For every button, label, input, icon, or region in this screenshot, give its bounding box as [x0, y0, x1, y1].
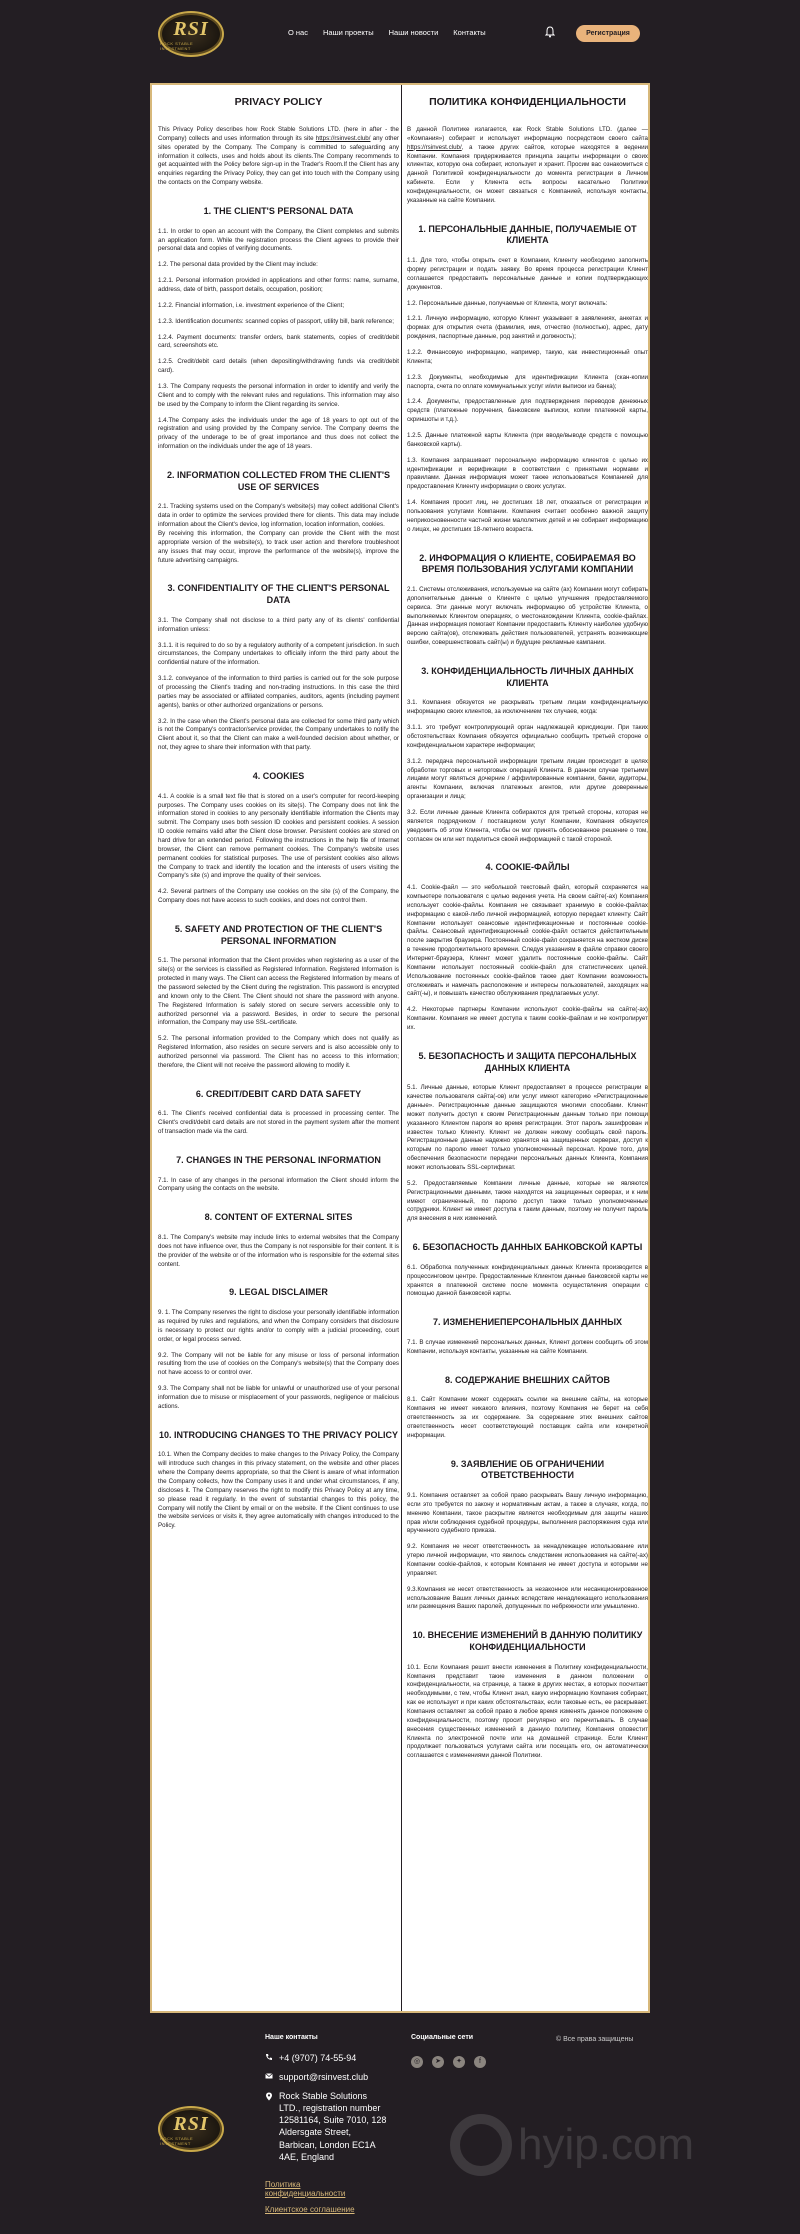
paragraph: 9.3.Компания не несет ответственность за незаконное или несанкционированное использование Ваших личных данных вследствие ненадлежащего использования или размещения Ваших паролей, допущенных по небрежности или умышленно.: [407, 1585, 648, 1611]
footer-contacts-title: Наше контакты: [265, 2034, 318, 2041]
paragraph: 4.2. Некоторые партнеры Компании используют cookie-файлы на сайте(-ах) Компании. Компания не имеет доступа к таким cookie-файлам и не контролирует их.: [407, 1006, 648, 1031]
logo-monogram: RSI: [173, 2112, 209, 2135]
paragraph: 9.3. The Company shall not be liable for unlawful or unauthorized use of your personal information due to misuse or misplacement of your passwords, negligence or malicious actions.: [158, 1385, 399, 1410]
paragraph: 10.1. When the Company decides to make changes to the Privacy Policy, the Company will introduce such changes in this privacy statement, on the website and other places where the Company deems appropriate, so that the Client is aware of what information the Company collects, how the Company uses it and under what circumstances, if any, discloses it. The Company reserves the right to modify this Privacy Policy at any time, so please read it regularly. In the event of substantial changes to this policy, the Company will notify the Client by email or on the website. If the Client continues to use the website services or visits it, they agree automatically with changes introduced to the Policy.: [158, 1451, 399, 1530]
paragraph: 3.1.2. conveyance of the information to third parties is carried out for the sole purpose of processing the Client's trading and non-trading instructions. In this case the third parties may be associated or affiliated companies, auditors, agents (including payment agents), banks or other authorized organizations or persons.: [158, 675, 399, 709]
site-link-en[interactable]: https://rsinvest.club/: [315, 134, 371, 142]
address-line: 12581164, Suite 7010, 128: [279, 2115, 387, 2126]
nav-news[interactable]: Наши новости: [388, 28, 439, 37]
paragraph: 9.1. Компания оставляет за собой право раскрывать Вашу личную информацию, если это требуется по закону и нормативным актам, а также в случаях, когда, по мнению Компании, такое раскрытие является необходимым для защиты наших прав и/или соблюдения судебной процедуры, выполнения распоряжения суда или врученного судебного приказа.: [407, 1491, 648, 1535]
telegram-icon[interactable]: ➤: [432, 2056, 444, 2068]
copyright: © Все права защищены: [556, 2036, 634, 2043]
paragraph: 1.2.5. Credit/debit card details (when depositing/withdrawing funds via credit/debit card).: [158, 358, 399, 375]
paragraph: 10.1. Если Компания решит внести изменения в Политику конфиденциальности, Компания представит такие изменения в данном положении о конфиденциальности, на странице, а также в других местах, в которых посчитает необходимыми, с тем, чтобы Клиент знал, какую информацию Компания собирает, как ее использует и при каких обстоятельствах, если таковые есть, ее раскрывает. Компания оставляет за собой право в любое время изменять данное положение о конфиденциальности, поэтому просит регулярно его перечитывать. В случае внесения существенных изменений в данную политику, Компания оповестит Клиента по электронной почте или на домашней странице. Если Клиент продолжает пользоваться услугами сайта или посещать его, он автоматически соглашается с изменениями данной Политики.: [407, 1663, 648, 1760]
paragraph: 8.1. Сайт Компании может содержать ссылки на внешние сайты, на которые Компания не имеет никакого влияния, поэтому Компания не берет на себя ответственность за их содержание. За содержание этих внешних сайтов ответственность несет соответствующий поставщик сайта или конкретной информации.: [407, 1396, 648, 1439]
section-heading: 7. CHANGES IN THE PERSONAL INFORMATION: [176, 1154, 381, 1165]
paragraph: 1.4. Компания просит лиц, не достигших 18 лет, отказаться от регистрации и пользования услугами Компании. Компания считает особенно важной защиту неприкосновенности частной жизни малолетних детей и не собирает информацию о лицах, не достигших 18-летнего возраста.: [407, 499, 648, 533]
paragraph: 2.1. Tracking systems used on the Company's website(s) may collect additional Client's data in order to optimize the services provided there for clients. This data may include information about the Client's device, log information, location information, cookies. By receiving this information, the Company can provide the Client with the most appropriate version of the website(s), to track user action and therefore troubleshoot any issues that may occur, improve the performance of the website(s), improve the future advertising campaigns.: [158, 503, 399, 564]
watermark-logo-icon: [450, 2114, 512, 2176]
paragraph: 9.2. Компания не несет ответственность за ненадлежащее использование или утерю личной информации, что явилось следствием использования на сайте(-ах) Компании cookie-файлов, к которым Компания не имеет доступа и которыми не управляет.: [407, 1543, 648, 1577]
paragraph: 3.2. In the case when the Client's personal data are collected for some third party which is not the Company's contractor/service provider, the Company undertakes to notify the Client about it, so that the Client can make a well-founded decision about whether, or not, they agree to share their information with that party.: [158, 717, 399, 752]
address-line: Rock Stable Solutions: [279, 2091, 368, 2101]
section-heading: 1. ПЕРСОНАЛЬНЫЕ ДАННЫЕ, ПОЛУЧАЕМЫЕ ОТ КЛИЕНТА: [418, 223, 637, 246]
footer-logo[interactable]: [158, 2106, 224, 2152]
policy-title-ru: ПОЛИТИКА КОНФИДЕНЦИАЛЬНОСТИ: [429, 96, 626, 108]
paragraph: 1.2.3. Документы, необходимые для идентификации Клиента (скан-копии паспорта, счета по оплате коммунальных услуг и/или выписки из банка);: [407, 373, 648, 390]
phone-number: +4 (9707) 74-55-94: [279, 2053, 357, 2063]
main-nav: [288, 28, 486, 37]
section-heading: 6. БЕЗОПАСНОСТЬ ДАННЫХ БАНКОВСКОЙ КАРТЫ: [412, 1242, 643, 1253]
paragraph: 5.2. Предоставляемые Компании личные данные, которые не являются Регистрационными данными, также находятся на защищенных серверах, и к ним имеют ограниченный, по паролю доступ также только уполномоченные сотрудники. Клиент не имеет доступа к таким данным, поэтому не получит пароль для внесения в них изменений.: [407, 1179, 648, 1223]
paragraph: 1.2. The personal data provided by the Client may include:: [158, 261, 318, 269]
paragraph: 1.2.2. Financial information, i.e. investment experience of the Client;: [158, 301, 345, 309]
paragraph: 1.3. Компания запрашивает персональную информацию клиентов с целью их идентификации и верификации в соответствии с принятыми нормами и правилами. Данная информация может также использоваться Компанией для предоставления Клиенту информации о своих услугах.: [407, 456, 648, 491]
footer-phone[interactable]: [265, 2053, 356, 2063]
nav-about[interactable]: О нас: [288, 28, 308, 37]
site-header: [0, 0, 800, 68]
section-heading: 8. CONTENT OF EXTERNAL SITES: [204, 1212, 353, 1223]
paragraph: 1.2.2. Финансовую информацию, например, такую, как инвестиционный опыт Клиента;: [407, 348, 648, 365]
paragraph: 4.1. Cookie-файл — это небольшой текстовый файл, который сохраняется на компьютере пользователя с целью ведения учета. На своем сайте(-ах) Компания использует cookie-файлы. Компания не связывает хранимую в cookie-файлах информацию с какой-либо личной информацией, которую передает клиенту. Сайт Компании использует сеансовые идентификационные и постоянные cookie-файлы. Сеансовый идентификационный cookie-файл остается действительным после закрытия браузера. Постоянный cookie-файл сохраняется на жестком диске в течение продолжительного времени. Следуя указаниям в файле справки своего Интернет-браузера, Клиент может удалить постоянные cookie-файлы. Сайт Компании использует постоянный cookie-файл для статистических целей. Использование постоянных cookie-файлов также дает Компании возможность отслеживать и намечать расположение и интересы пользователей, заходящих на сайт(-ы), и повышать качество обслуживания предлагаемых услуг.: [407, 884, 648, 998]
section-heading: 8. СОДЕРЖАНИЕ ВНЕШНИХ САЙТОВ: [444, 1374, 611, 1385]
paragraph: 1.2.5. Данные платежной карты Клиента (при вводе/выводе средств с помощью банковской карты).: [407, 432, 648, 448]
section-heading: 6. CREDIT/DEBIT CARD DATA SAFETY: [195, 1088, 362, 1099]
instagram-icon[interactable]: ◎: [411, 2056, 423, 2068]
section-heading: 9. ЗАЯВЛЕНИЕ ОБ ОГРАНИЧЕНИИ ОТВЕТСТВЕННОСТИ: [450, 1458, 605, 1481]
facebook-icon[interactable]: f: [474, 2056, 486, 2068]
section-heading: 10. INTRODUCING CHANGES TO THE PRIVACY POLICY: [158, 1429, 399, 1440]
policy-panel: [150, 83, 650, 2013]
address-line: Barbican, London EC1A: [279, 2139, 376, 2150]
paragraph: 3.2. Если личные данные Клиента собираются для третьей стороны, которая не является подрядчиком / поставщиком услуг Компании, Компания обязуется уведомить об этом Клиента, чтобы он мог принять обоснованное решение о том, согласен он или нет поделиться своей информацией с такой стороной.: [407, 808, 648, 843]
paragraph: 8.1. The Company's website may include links to external websites that the Company does not have influence over, thus the Company is not responsible for their content. It is the provider of the website or of the information who is responsible for the external sites content.: [158, 1234, 399, 1268]
paragraph: 1.2. Персональные данные, получаемые от Клиента, могут включать:: [407, 299, 608, 307]
paragraph: 7.1. В случае изменений персональных данных, Клиент должен сообщить об этом Компании, используя контакты, указанные на сайте Компании.: [407, 1338, 648, 1355]
section-heading: 5. БЕЗОПАСНОСТЬ И ЗАЩИТА ПЕРСОНАЛЬНЫХ ДАННЫХ КЛИЕНТА: [418, 1050, 637, 1073]
section-heading: 9. LEGAL DISCLAIMER: [229, 1287, 328, 1298]
policy-title-en: PRIVACY POLICY: [234, 96, 323, 108]
header-logo[interactable]: [158, 11, 224, 57]
paragraph: 9.2. The Company will not be liable for any misuse or loss of personal information resulting from the use of cookies on the Company's website(s) that the Company does not have access to or control over.: [158, 1351, 399, 1377]
policy-intro-ru: В данной Политике излагается, как Rock Stable Solutions LTD. (далее — «Компания») собирает и использует информацию посредством своего сайта https://rsinvest.club/, а также других сайтов, которые находятся в ведении Компании. Компания придерживается принципа защиты информации о своих клиентах, которую она собирает, использует и хранит. Просим вас ознакомиться с данной Политикой конфиденциальности до момента регистрации в Личном кабинете. Если у Клиента есть вопросы касательно Политики конфиденциальности, он может связаться с Компанией, используя контакты, указанные на сайте Компании.: [407, 126, 648, 204]
register-button[interactable]: Регистрация: [576, 25, 640, 42]
logo-monogram: RSI: [173, 17, 209, 40]
phone-icon: [265, 2053, 273, 2061]
section-heading: 7. ИЗМЕНЕНИЕПЕРСОНАЛЬНЫХ ДАННЫХ: [432, 1317, 623, 1328]
watermark-text: hyip.com: [518, 2120, 695, 2169]
nav-contacts[interactable]: Контакты: [453, 28, 486, 37]
paragraph: 6.1. Обработка полученных конфиденциальных данных Клиента производится в процессинговом центре. Предоставленные Клиентом данные банковской карты не хранятся в платежной системе после момента осуществления операции с помощью данной банковской карты.: [407, 1263, 648, 1298]
paragraph: 1.2.4. Payment documents: transfer orders, bank statements, copies of credit/debit card, screenshots etc.: [158, 333, 399, 350]
site-link-ru[interactable]: https://rsinvest.club/: [407, 143, 462, 151]
paragraph: 9. 1. The Company reserves the right to disclose your personally identifiable information as required by rules and regulations, and when the Company considers that disclosure is necessary to protect our rights and/or to comply with a judicial proceeding, court order, or legal process served.: [158, 1309, 399, 1343]
section-heading: 10. ВНЕСЕНИЕ ИЗМЕНЕНИЙ В ДАННУЮ ПОЛИТИКУ КОНФИДЕНЦИАЛЬНОСТИ: [412, 1630, 643, 1652]
logo-subtitle: ROCK STABLE INVESTMENT: [160, 2135, 194, 2146]
address-line: 4AE, England: [279, 2151, 335, 2162]
paragraph: 5.1. Личные данные, которые Клиент предоставляет в процессе регистрации в качестве пользователя сайта(-ов) или услуг имеют категорию «Регистрационные данные». Регистрационные данные защищаются многими способами. Клиент может получить доступ к своим Регистрационным данным только при помощи указанного Клиентом пароля во время регистрации. Этот пароль зашифрован и известен только Клиенту. Клиент не должен никому сообщать свой пароль. Регистрационные данные надежно хранятся на защищенных серверах, доступ к которым по паролю имеет только уполномоченный персонал. Кроме того, для обеспечения безопасности передачи персональных данных Клиента, Компания может использовать SSL-сертификат.: [407, 1084, 648, 1171]
paragraph: 1.2.4. Документы, предоставленные для подтверждения переводов денежных средств (платежные поручения, банковские выписки, копии платежной карты, скриншоты и т.д.).: [407, 398, 648, 424]
logo-subtitle: ROCK STABLE INVESTMENT: [160, 40, 194, 51]
hyip-watermark: [450, 2114, 694, 2176]
social-links: [411, 2056, 486, 2068]
paragraph: 4.1. A cookie is a small text file that is stored on a user's computer for record-keeping purposes. The Company uses cookies on its site(s). The Company does not link the information stored in cookies to any personally identifiable information the Clients may submit. The Company uses both session ID cookies and persistent cookies. A session ID cookie remains valid after the Client close browser. Persistent cookies are stored on hard drive for an extended period. Following the instructions in the help file of Internet browser, the Client can remove permanent cookies. The Company's website uses permanent cookies for statistical purposes. The use of persistent cookies also allows the Company to track and identify the location and the interests of users visiting the Company's site (s) and improve the quality of their services.: [158, 792, 399, 880]
paragraph: 1.4.The Company asks the individuals under the age of 18 years to opt out of the registration and using provided by the Company service. The Company deems the privacy of the underage to be of great importance and thus does not collect the information on the individuals under the age of 18 years.: [158, 416, 399, 451]
address-line: LTD., registration number: [279, 2103, 381, 2114]
paragraph: 1.2.1. Personal information provided in applications and other forms: name, surname, address, date of birth, passport details, occupation, position;: [158, 277, 399, 293]
section-heading: 5. SAFETY AND PROTECTION OF THE CLIENT'S PERSONAL INFORMATION: [174, 923, 383, 946]
paragraph: 1.1. In order to open an account with the Company, the Client completes and submits an application form. While the registration process the Client agrees to provide their personal data and copies of verifying documents.: [158, 227, 399, 253]
section-heading: 4. COOKIES: [252, 770, 305, 781]
policy-column-en: [158, 85, 399, 1538]
paragraph: 1.2.3. Identification documents: scanned copies of passport, utility bill, bank reference;: [158, 317, 394, 325]
paragraph: 5.1. The personal information that the Client provides when registering as a user of the site(s) or the services is classified as Registered Information. Registered Information is protected in many ways. The Client can access the Registered Information by means of the password selected by the Client during the registration. This password is encrypted and known only to the Client. The Client should not share the password with anyone. The Registered Information is safely stored on secure servers accessible only to authorized personnel via a password. Besides, in order to secure the personal information, the Company may use SSL-certificate.: [158, 957, 399, 1027]
footer-social-title: Социальные сети: [411, 2034, 474, 2041]
section-heading: 3. КОНФИДЕНЦИАЛЬНОСТЬ ЛИЧНЫХ ДАННЫХ КЛИЕНТА: [421, 665, 634, 688]
footer-address: [279, 2090, 399, 2163]
paragraph: 1.2.1. Личную информацию, которую Клиент указывает в заявлениях, анкетах и формах для открытия счета (фамилия, имя, отчество (полностью), адрес, дату рождения, паспортные данные, род занятий и должность);: [407, 315, 648, 341]
column-divider: [401, 85, 402, 2011]
mail-icon: [265, 2072, 273, 2080]
twitter-icon[interactable]: ✦: [453, 2056, 465, 2068]
paragraph: 2.1. Системы отслеживания, используемые на сайте (ах) Компании могут собирать дополнительные данные о Клиенте с целью улучшения предоставляемого сервиса. Эти данные могут включать информацию об устройстве Клиента, о выполняемых Клиентом операциях, о местонахождении Клиента, cookie-файлах. Данная информация помогает Компании предоставить Клиенту наиболее удобную версию сайта(ов), отслеживать действия пользователей, устранять возникающие ошибки, совершенствовать сайт(ы) и будущие рекламные кампании.: [407, 585, 648, 647]
paragraph: 3.1.2. передача персональной информации третьим лицам происходит в целях обработки торговых и неторговых операций Клиента. В данном случае третьими лицами могут являться дочерние / аффилированные компании, банки, аудиторы, агенты Компании, включая платежных агентов, или другие доверенные организации и лица;: [407, 757, 648, 801]
paragraph: 6.1. The Client's received confidential data is processed in processing center. The Client's credit/debit card details are not stored in the payment system after the moment of transaction made via the card.: [158, 1110, 399, 1136]
paragraph: 3.1.1. it is required to do so by a regulatory authority of a competent jurisdiction. In such circumstances, the Company undertakes to officially inform the third party about the confidential nature of the information.: [158, 641, 399, 667]
location-pin-icon: [265, 2092, 273, 2100]
paragraph: 3.1. The Company shall not disclose to a third party any of its clients' confidential information unless:: [158, 616, 399, 633]
footer-address-pin: [265, 2092, 273, 2100]
paragraph: 1.1. Для того, чтобы открыть счет в Компании, Клиенту необходимо заполнить форму регистрации и подать заявку. Во время процесса регистрации Клиент соглашается предоставить персональные данные и копии подтверждающих документов.: [407, 257, 648, 291]
section-heading: 3. CONFIDENTIALITY OF THE CLIENT'S PERSONAL DATA: [167, 583, 390, 606]
footer-agreement-link[interactable]: Клиентское соглашение: [265, 2205, 355, 2214]
footer-email[interactable]: [265, 2072, 368, 2082]
address-line: Aldersgate Street,: [279, 2127, 352, 2138]
policy-intro-en: This Privacy Policy describes how Rock Stable Solutions LTD. (here in after - the Company) collects and uses information through its site https://rsinvest.club/ any other sites operated by the Company. The Company is committed to safeguarding any information it collects, uses and holds about its clients.The Company recommends to get acquainted with the Policy before sign-up in the Trader's Room.If the Client has any enquiries regarding the Privacy Policy, they can get into touch with the Company using the contacts on the Company website.: [158, 126, 399, 187]
section-heading: 2. ИНФОРМАЦИЯ О КЛИЕНТЕ, СОБИРАЕМАЯ ВО ВРЕМЯ ПОЛЬЗОВАНИЯ УСЛУГАМИ КОМПАНИИ: [419, 552, 636, 575]
notification-bell-icon[interactable]: [545, 26, 555, 38]
policy-column-ru: [407, 85, 648, 1768]
paragraph: 3.1. Компания обязуется не раскрывать третьим лицам конфиденциальную информацию своих клиентов, за исключением тех случаев, когда:: [407, 699, 648, 716]
section-heading: 4. COOKIE-ФАЙЛЫ: [485, 862, 570, 873]
section-heading: 2. INFORMATION COLLECTED FROM THE CLIENT'S USE OF SERVICES: [167, 470, 390, 492]
paragraph: 3.1.1. это требует контролирующий орган надлежащей юрисдикции. При таких обстоятельствах Компания обязуется официально сообщить третьей стороне о конфиденциальном характере информации;: [407, 724, 648, 749]
paragraph: 5.2. The personal information provided to the Company which does not qualify as Registered Information, also resides on secure servers and is also accessible only to authorized personnel via password. The Client has no access to this information; therefore, the Client will not receive the password allowing to modify it.: [158, 1035, 399, 1069]
paragraph: 7.1. In case of any changes in the personal information the Client should inform the Company using the contacts on the website.: [158, 1176, 399, 1193]
paragraph: 1.3. The Company requests the personal information in order to identify and verify the Client and to comply with the relevant rules and regulations. This information may also be used by the Company to inform the Client regarding its service.: [158, 383, 399, 408]
email-address: support@rsinvest.club: [279, 2072, 369, 2082]
section-heading: 1. THE CLIENT'S PERSONAL DATA: [203, 206, 354, 217]
nav-projects[interactable]: Наши проекты: [322, 28, 374, 37]
paragraph: 4.2. Several partners of the Company use cookies on the site (s) of the Company, the Company does not have access to such cookies, and does not control them.: [158, 888, 399, 905]
footer-privacy-link[interactable]: Политика конфиденциальности: [265, 2180, 346, 2198]
